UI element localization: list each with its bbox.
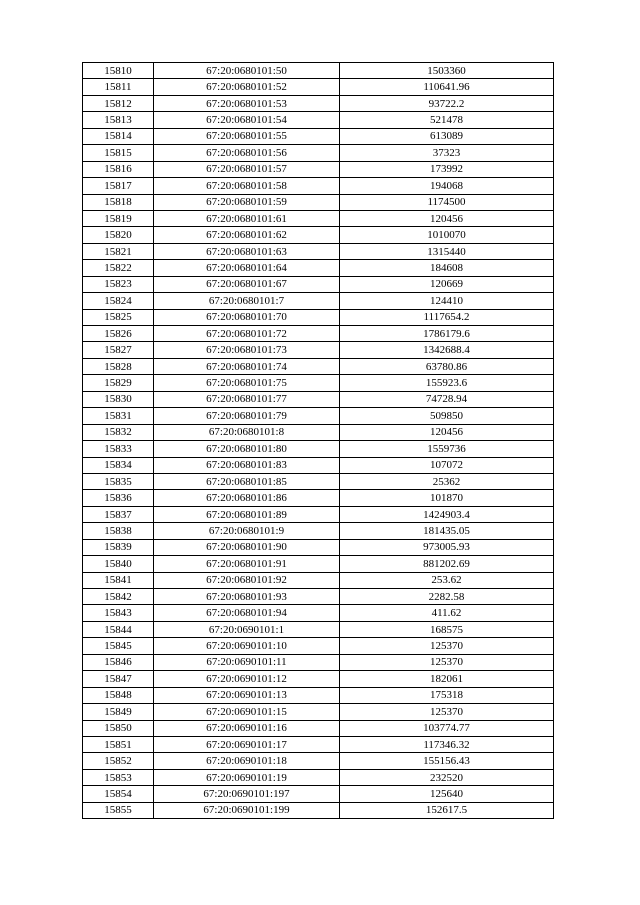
cadastral-number-cell: 67:20:0690101:13 xyxy=(154,687,340,703)
table-row xyxy=(83,375,554,391)
table-row xyxy=(83,260,554,276)
cadastral-number-cell: 67:20:0680101:52 xyxy=(154,79,340,95)
row-number-cell: 15811 xyxy=(83,79,154,95)
row-number-cell: 15837 xyxy=(83,506,154,522)
cadastral-number-cell: 67:20:0690101:197 xyxy=(154,786,340,802)
row-number-cell: 15813 xyxy=(83,112,154,128)
value-cell: 194068 xyxy=(340,178,554,194)
value-cell: 152617.5 xyxy=(340,802,554,818)
value-cell: 125370 xyxy=(340,704,554,720)
registry-table-body xyxy=(83,63,554,819)
value-cell: 232520 xyxy=(340,769,554,785)
row-number-cell: 15842 xyxy=(83,589,154,605)
table-row xyxy=(83,572,554,588)
value-cell: 411.62 xyxy=(340,605,554,621)
table-row xyxy=(83,210,554,226)
cadastral-number-cell: 67:20:0680101:92 xyxy=(154,572,340,588)
row-number-cell: 15832 xyxy=(83,424,154,440)
table-row xyxy=(83,424,554,440)
cadastral-number-cell: 67:20:0690101:11 xyxy=(154,654,340,670)
table-row xyxy=(83,736,554,752)
row-number-cell: 15815 xyxy=(83,145,154,161)
table-row xyxy=(83,704,554,720)
value-cell: 1117654.2 xyxy=(340,309,554,325)
value-cell: 613089 xyxy=(340,128,554,144)
value-cell: 74728.94 xyxy=(340,391,554,407)
cadastral-number-cell: 67:20:0680101:59 xyxy=(154,194,340,210)
row-number-cell: 15823 xyxy=(83,276,154,292)
value-cell: 1559736 xyxy=(340,441,554,457)
table-row xyxy=(83,309,554,325)
row-number-cell: 15810 xyxy=(83,63,154,79)
cadastral-number-cell: 67:20:0680101:94 xyxy=(154,605,340,621)
table-row xyxy=(83,638,554,654)
table-row xyxy=(83,79,554,95)
table-row xyxy=(83,161,554,177)
cadastral-number-cell: 67:20:0680101:74 xyxy=(154,358,340,374)
value-cell: 155923.6 xyxy=(340,375,554,391)
value-cell: 107072 xyxy=(340,457,554,473)
cadastral-number-cell: 67:20:0680101:63 xyxy=(154,243,340,259)
row-number-cell: 15819 xyxy=(83,210,154,226)
value-cell: 120669 xyxy=(340,276,554,292)
table-row xyxy=(83,457,554,473)
cadastral-number-cell: 67:20:0680101:79 xyxy=(154,408,340,424)
cadastral-number-cell: 67:20:0690101:19 xyxy=(154,769,340,785)
value-cell: 521478 xyxy=(340,112,554,128)
row-number-cell: 15826 xyxy=(83,326,154,342)
row-number-cell: 15817 xyxy=(83,178,154,194)
cadastral-number-cell: 67:20:0680101:55 xyxy=(154,128,340,144)
row-number-cell: 15828 xyxy=(83,358,154,374)
value-cell: 1010070 xyxy=(340,227,554,243)
row-number-cell: 15838 xyxy=(83,523,154,539)
table-row xyxy=(83,671,554,687)
value-cell: 173992 xyxy=(340,161,554,177)
table-row xyxy=(83,539,554,555)
row-number-cell: 15829 xyxy=(83,375,154,391)
cadastral-number-cell: 67:20:0680101:64 xyxy=(154,260,340,276)
cadastral-number-cell: 67:20:0680101:9 xyxy=(154,523,340,539)
value-cell: 63780.86 xyxy=(340,358,554,374)
value-cell: 181435.05 xyxy=(340,523,554,539)
row-number-cell: 15825 xyxy=(83,309,154,325)
cadastral-number-cell: 67:20:0680101:61 xyxy=(154,210,340,226)
row-number-cell: 15830 xyxy=(83,391,154,407)
cadastral-number-cell: 67:20:0680101:70 xyxy=(154,309,340,325)
table-row xyxy=(83,243,554,259)
cadastral-number-cell: 67:20:0680101:56 xyxy=(154,145,340,161)
value-cell: 93722.2 xyxy=(340,95,554,111)
row-number-cell: 15850 xyxy=(83,720,154,736)
registry-table xyxy=(82,62,554,819)
table-row xyxy=(83,523,554,539)
cadastral-number-cell: 67:20:0680101:89 xyxy=(154,506,340,522)
table-row xyxy=(83,802,554,818)
cadastral-number-cell: 67:20:0680101:57 xyxy=(154,161,340,177)
table-row xyxy=(83,621,554,637)
cadastral-number-cell: 67:20:0690101:17 xyxy=(154,736,340,752)
row-number-cell: 15851 xyxy=(83,736,154,752)
value-cell: 37323 xyxy=(340,145,554,161)
cadastral-number-cell: 67:20:0680101:83 xyxy=(154,457,340,473)
row-number-cell: 15849 xyxy=(83,704,154,720)
cadastral-number-cell: 67:20:0680101:93 xyxy=(154,589,340,605)
value-cell: 120456 xyxy=(340,210,554,226)
cadastral-number-cell: 67:20:0690101:15 xyxy=(154,704,340,720)
row-number-cell: 15853 xyxy=(83,769,154,785)
table-row xyxy=(83,687,554,703)
table-row xyxy=(83,589,554,605)
row-number-cell: 15831 xyxy=(83,408,154,424)
value-cell: 973005.93 xyxy=(340,539,554,555)
table-row xyxy=(83,786,554,802)
table-row xyxy=(83,194,554,210)
value-cell: 1503360 xyxy=(340,63,554,79)
table-row xyxy=(83,605,554,621)
row-number-cell: 15818 xyxy=(83,194,154,210)
cadastral-number-cell: 67:20:0680101:86 xyxy=(154,490,340,506)
cadastral-number-cell: 67:20:0680101:50 xyxy=(154,63,340,79)
table-row xyxy=(83,506,554,522)
cadastral-number-cell: 67:20:0690101:16 xyxy=(154,720,340,736)
row-number-cell: 15854 xyxy=(83,786,154,802)
row-number-cell: 15821 xyxy=(83,243,154,259)
table-row xyxy=(83,276,554,292)
table-row xyxy=(83,473,554,489)
value-cell: 182061 xyxy=(340,671,554,687)
row-number-cell: 15824 xyxy=(83,293,154,309)
value-cell: 1342688.4 xyxy=(340,342,554,358)
row-number-cell: 15847 xyxy=(83,671,154,687)
row-number-cell: 15820 xyxy=(83,227,154,243)
row-number-cell: 15844 xyxy=(83,621,154,637)
value-cell: 1424903.4 xyxy=(340,506,554,522)
row-number-cell: 15814 xyxy=(83,128,154,144)
table-row xyxy=(83,63,554,79)
table-row xyxy=(83,490,554,506)
table-row xyxy=(83,654,554,670)
row-number-cell: 15822 xyxy=(83,260,154,276)
table-row xyxy=(83,342,554,358)
cadastral-number-cell: 67:20:0680101:90 xyxy=(154,539,340,555)
table-row xyxy=(83,145,554,161)
cadastral-number-cell: 67:20:0680101:73 xyxy=(154,342,340,358)
row-number-cell: 15855 xyxy=(83,802,154,818)
table-row xyxy=(83,556,554,572)
cadastral-number-cell: 67:20:0680101:85 xyxy=(154,473,340,489)
cadastral-number-cell: 67:20:0690101:1 xyxy=(154,621,340,637)
table-row xyxy=(83,128,554,144)
cadastral-number-cell: 67:20:0680101:54 xyxy=(154,112,340,128)
row-number-cell: 15841 xyxy=(83,572,154,588)
cadastral-number-cell: 67:20:0680101:75 xyxy=(154,375,340,391)
row-number-cell: 15852 xyxy=(83,753,154,769)
cadastral-number-cell: 67:20:0680101:80 xyxy=(154,441,340,457)
cadastral-number-cell: 67:20:0680101:58 xyxy=(154,178,340,194)
value-cell: 253.62 xyxy=(340,572,554,588)
value-cell: 101870 xyxy=(340,490,554,506)
table-row xyxy=(83,293,554,309)
value-cell: 125370 xyxy=(340,638,554,654)
value-cell: 125640 xyxy=(340,786,554,802)
cadastral-number-cell: 67:20:0690101:12 xyxy=(154,671,340,687)
row-number-cell: 15840 xyxy=(83,556,154,572)
row-number-cell: 15846 xyxy=(83,654,154,670)
table-row xyxy=(83,358,554,374)
cadastral-number-cell: 67:20:0680101:91 xyxy=(154,556,340,572)
row-number-cell: 15848 xyxy=(83,687,154,703)
cadastral-number-cell: 67:20:0680101:7 xyxy=(154,293,340,309)
row-number-cell: 15827 xyxy=(83,342,154,358)
table-row xyxy=(83,178,554,194)
value-cell: 1315440 xyxy=(340,243,554,259)
cadastral-number-cell: 67:20:0680101:77 xyxy=(154,391,340,407)
row-number-cell: 15812 xyxy=(83,95,154,111)
cadastral-number-cell: 67:20:0690101:10 xyxy=(154,638,340,654)
value-cell: 125370 xyxy=(340,654,554,670)
row-number-cell: 15843 xyxy=(83,605,154,621)
value-cell: 117346.32 xyxy=(340,736,554,752)
cadastral-number-cell: 67:20:0680101:53 xyxy=(154,95,340,111)
value-cell: 110641.96 xyxy=(340,79,554,95)
row-number-cell: 15834 xyxy=(83,457,154,473)
table-row xyxy=(83,112,554,128)
row-number-cell: 15833 xyxy=(83,441,154,457)
row-number-cell: 15816 xyxy=(83,161,154,177)
value-cell: 120456 xyxy=(340,424,554,440)
table-row xyxy=(83,227,554,243)
value-cell: 155156.43 xyxy=(340,753,554,769)
value-cell: 124410 xyxy=(340,293,554,309)
cadastral-number-cell: 67:20:0690101:18 xyxy=(154,753,340,769)
table-row xyxy=(83,391,554,407)
value-cell: 881202.69 xyxy=(340,556,554,572)
value-cell: 2282.58 xyxy=(340,589,554,605)
table-row xyxy=(83,720,554,736)
table-row xyxy=(83,753,554,769)
table-row xyxy=(83,326,554,342)
value-cell: 168575 xyxy=(340,621,554,637)
cadastral-number-cell: 67:20:0680101:72 xyxy=(154,326,340,342)
value-cell: 103774.77 xyxy=(340,720,554,736)
row-number-cell: 15845 xyxy=(83,638,154,654)
value-cell: 509850 xyxy=(340,408,554,424)
row-number-cell: 15839 xyxy=(83,539,154,555)
value-cell: 1786179.6 xyxy=(340,326,554,342)
row-number-cell: 15836 xyxy=(83,490,154,506)
table-row xyxy=(83,95,554,111)
value-cell: 175318 xyxy=(340,687,554,703)
cadastral-number-cell: 67:20:0690101:199 xyxy=(154,802,340,818)
value-cell: 184608 xyxy=(340,260,554,276)
value-cell: 25362 xyxy=(340,473,554,489)
table-row xyxy=(83,441,554,457)
table-row xyxy=(83,769,554,785)
row-number-cell: 15835 xyxy=(83,473,154,489)
cadastral-number-cell: 67:20:0680101:67 xyxy=(154,276,340,292)
table-row xyxy=(83,408,554,424)
value-cell: 1174500 xyxy=(340,194,554,210)
cadastral-number-cell: 67:20:0680101:62 xyxy=(154,227,340,243)
cadastral-number-cell: 67:20:0680101:8 xyxy=(154,424,340,440)
